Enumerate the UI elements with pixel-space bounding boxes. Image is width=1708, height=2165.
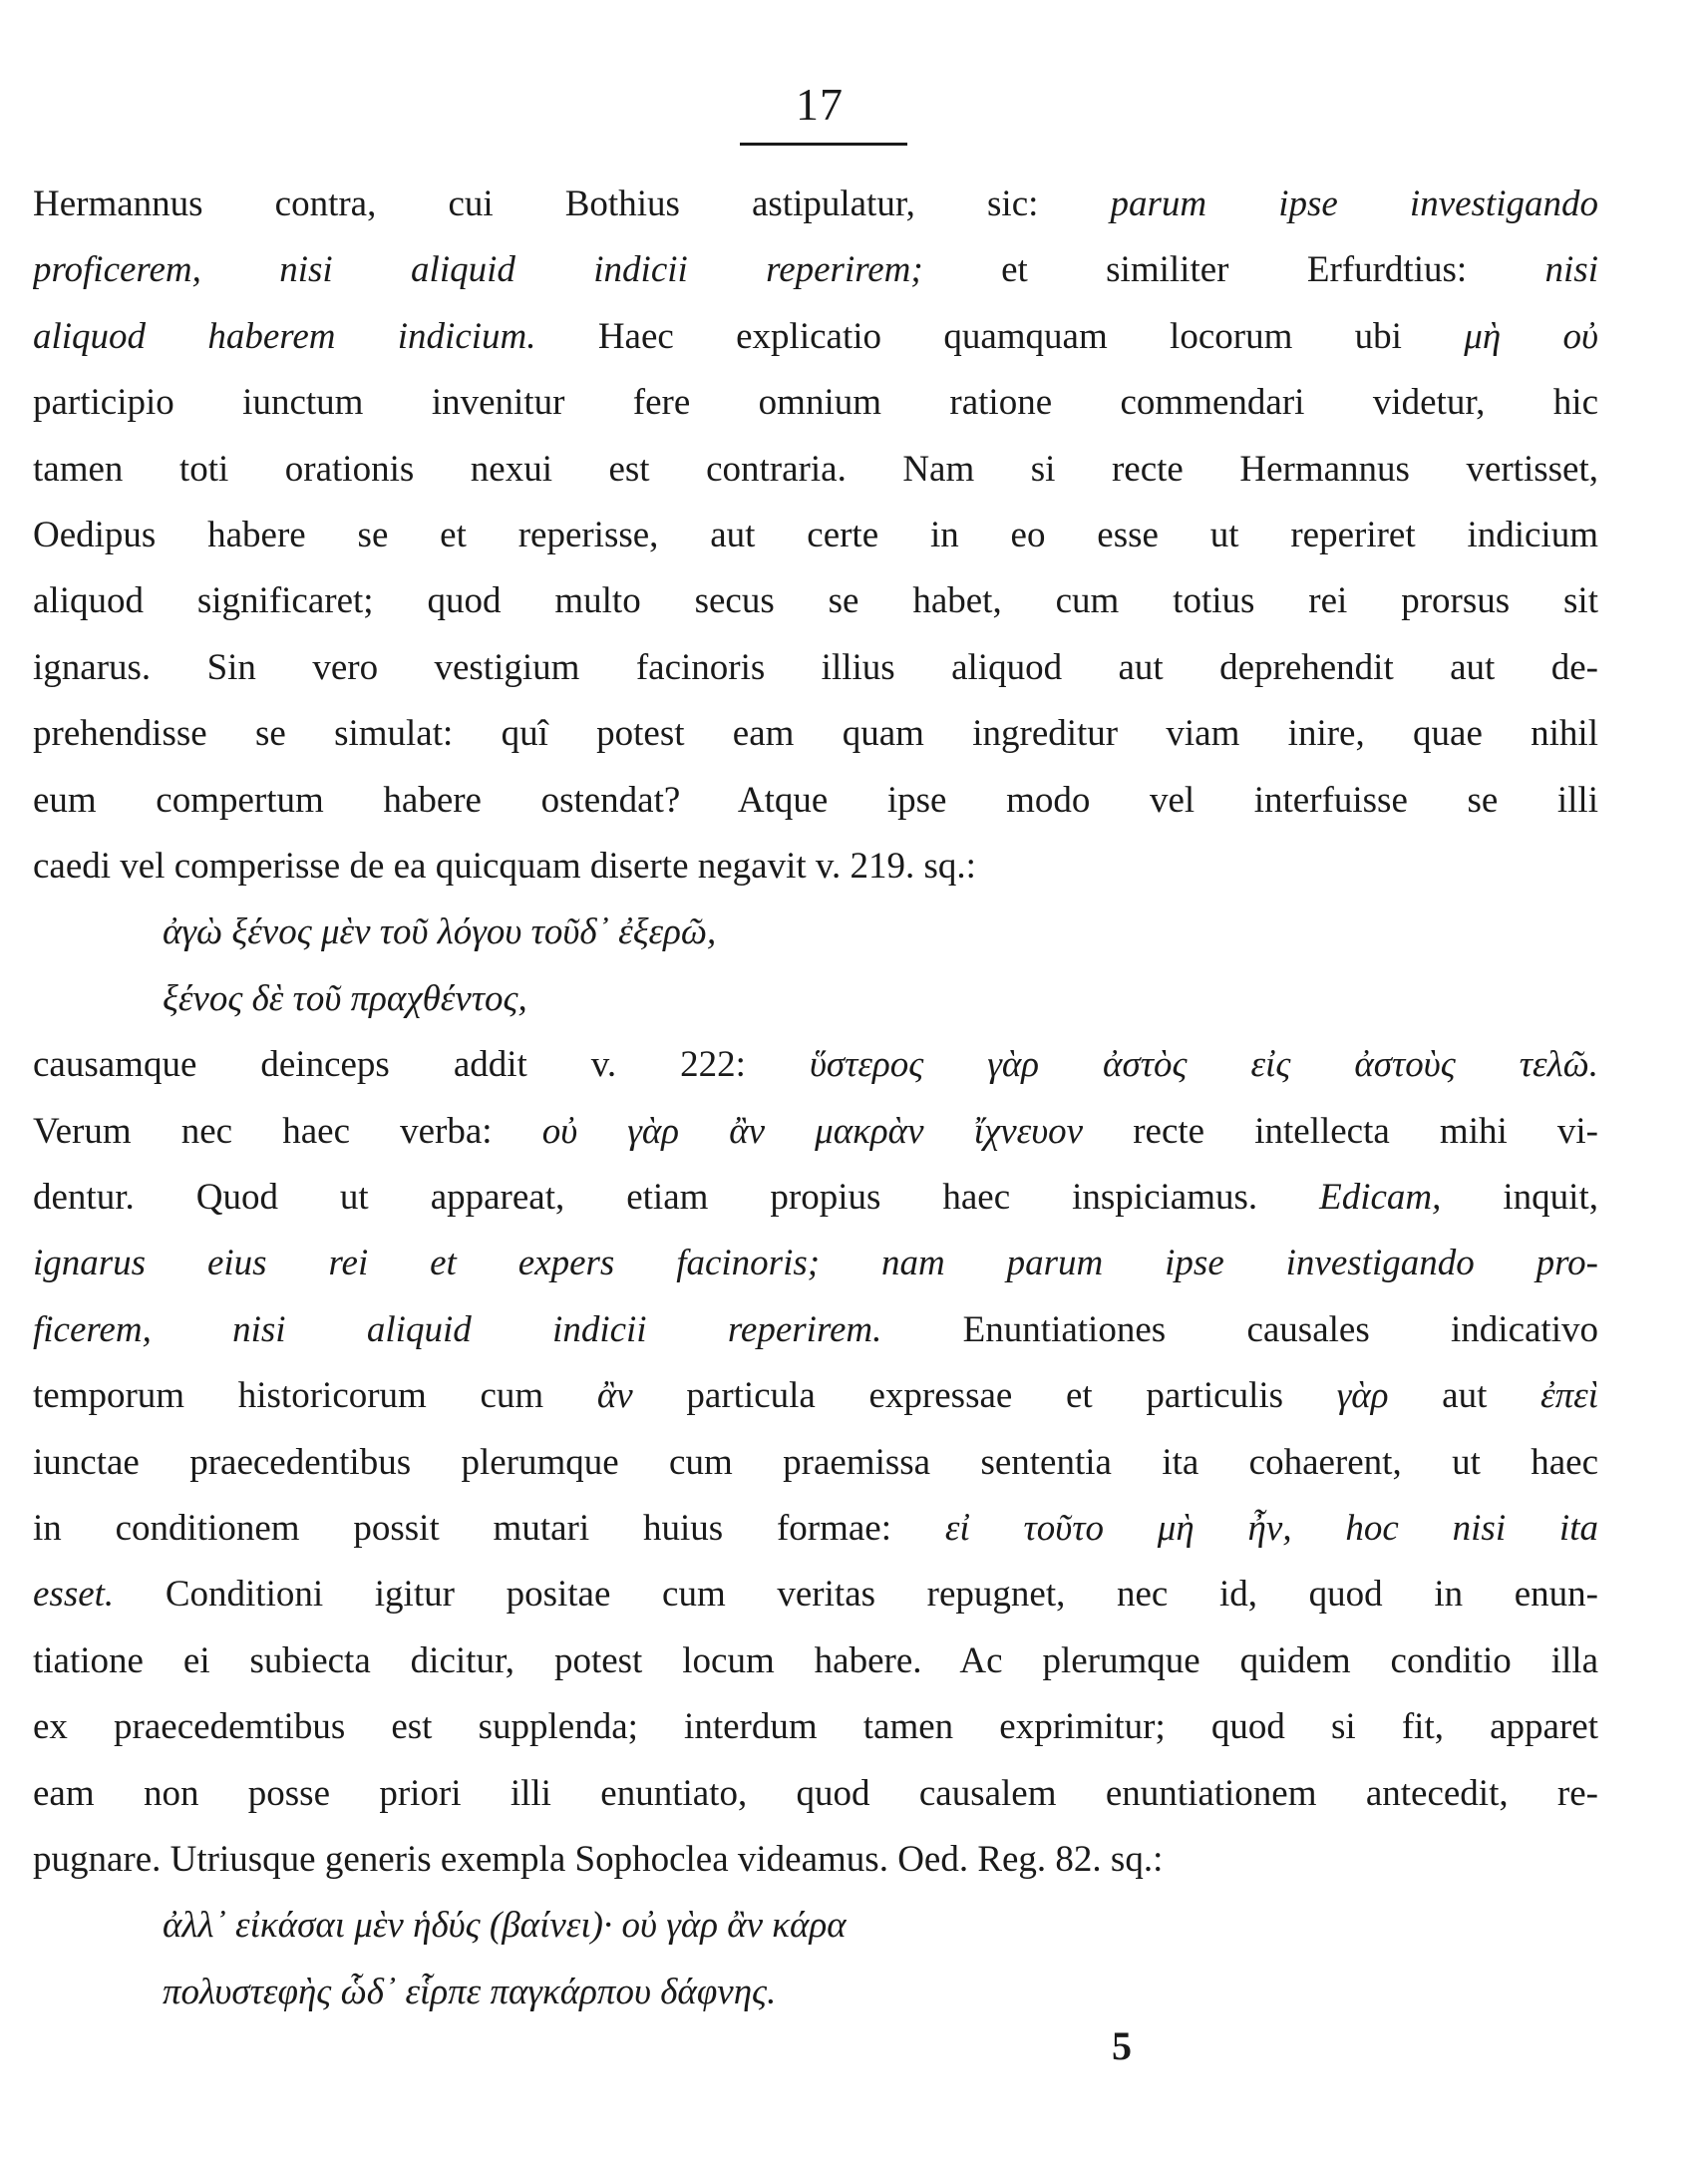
italic-segment: οὐ γὰρ ἂν μακρὰν ἴχνευον bbox=[541, 1111, 1084, 1152]
text-segment: inquit, bbox=[1441, 1177, 1598, 1218]
text-segment: Verum nec haec verba: bbox=[33, 1111, 542, 1152]
italic-segment: ξένος δὲ τοῦ πραχθέντος, bbox=[163, 978, 527, 1019]
italic-segment: nisi bbox=[1544, 249, 1598, 290]
text-segment: caedi vel comperisse de ea quicquam diserte negavit v. 219. sq.: bbox=[33, 846, 976, 887]
text-segment: in conditionem possit mutari huius formae: bbox=[33, 1508, 945, 1549]
italic-segment: ἐπεὶ bbox=[1540, 1375, 1598, 1416]
text-line bbox=[33, 1032, 1598, 1098]
text-line bbox=[33, 503, 1598, 568]
italic-segment: ficerem, nisi aliquid indicii reperirem. bbox=[33, 1309, 882, 1350]
italic-segment: ἀλλ᾽ εἰκάσαι μὲν ἡδύς (βαίνει)· οὐ γὰρ ἂν κάρα bbox=[163, 1905, 847, 1946]
text-line bbox=[33, 1363, 1598, 1429]
text-segment: pugnare. Utriusque generis exempla Sophoclea videamus. Oed. Reg. 82. sq.: bbox=[33, 1839, 1164, 1880]
text-segment: dentur. Quod ut appareat, etiam propius haec inspiciamus. bbox=[33, 1177, 1320, 1218]
text-line bbox=[33, 370, 1598, 436]
italic-segment: proficerem, nisi aliquid indicii reperirem; bbox=[33, 249, 923, 290]
italic-segment: ignarus eius rei et expers facinoris; nam parum ipse investigando pro- bbox=[33, 1243, 1598, 1283]
italic-segment: ἂν bbox=[596, 1375, 633, 1416]
text-segment: aliquod significaret; quod multo secus se habet, cum totius rei prorsus sit bbox=[33, 580, 1598, 621]
text-line bbox=[33, 568, 1598, 634]
text-segment: participio iunctum invenitur fere omnium ratione commendari videtur, hic bbox=[33, 382, 1598, 423]
text-line bbox=[33, 1099, 1598, 1165]
italic-segment: esset. bbox=[33, 1574, 115, 1615]
verse-line bbox=[163, 1893, 847, 1959]
text-line bbox=[33, 834, 1598, 900]
text-segment: recte intellecta mihi vi- bbox=[1083, 1111, 1598, 1152]
text-segment: ignarus. Sin vero vestigium facinoris illius aliquod aut deprehendit aut de- bbox=[33, 647, 1598, 688]
text-line bbox=[33, 172, 1598, 237]
signature-mark: 5 bbox=[1112, 2023, 1132, 2068]
text-line bbox=[33, 1496, 1598, 1562]
verse-line bbox=[163, 966, 527, 1032]
text-line bbox=[33, 1297, 1598, 1363]
text-line bbox=[33, 1827, 1598, 1893]
italic-segment: ἀγὼ ξένος μὲν τοῦ λόγου τοῦδ᾽ ἐξερῶ, bbox=[163, 911, 717, 952]
text-segment: tiatione ei subiecta dicitur, potest locum habere. Ac plerumque quidem conditio illa bbox=[33, 1640, 1598, 1681]
text-line bbox=[33, 1761, 1598, 1827]
text-line bbox=[33, 237, 1598, 303]
italic-segment: πολυστεφὴς ὧδ᾽ εἷρπε παγκάρπου δάφνης. bbox=[163, 1972, 777, 2012]
text-segment: temporum historicorum cum bbox=[33, 1375, 597, 1416]
verse-line bbox=[163, 900, 716, 965]
text-segment: Haec explicatio quamquam locorum ubi bbox=[535, 316, 1465, 357]
text-segment: particula expressae et particulis bbox=[632, 1375, 1337, 1416]
italic-segment: μὴ οὐ bbox=[1464, 316, 1598, 357]
text-line bbox=[33, 635, 1598, 701]
text-segment: eam non posse priori illi enuntiato, quod causalem enuntiationem antecedit, re- bbox=[33, 1773, 1598, 1814]
text-segment: Enuntiationes causales indicativo bbox=[881, 1309, 1598, 1350]
text-line bbox=[33, 1430, 1598, 1496]
text-line bbox=[33, 1165, 1598, 1231]
text-line bbox=[33, 1628, 1598, 1694]
text-segment: Conditioni igitur positae cum veritas repugnet, nec id, quod in enun- bbox=[114, 1574, 1598, 1615]
header-rule bbox=[740, 143, 907, 146]
text-segment: aut bbox=[1388, 1375, 1541, 1416]
page-number: 17 bbox=[796, 79, 844, 130]
text-segment: eum compertum habere ostendat? Atque ipse modo vel interfuisse se illi bbox=[33, 780, 1598, 821]
text-line bbox=[33, 1231, 1598, 1296]
text-line bbox=[33, 768, 1598, 834]
text-line bbox=[33, 437, 1598, 503]
text-segment: iunctae praecedentibus plerumque cum praemissa sententia ita cohaerent, ut haec bbox=[33, 1442, 1598, 1483]
italic-segment: aliquod haberem indicium. bbox=[33, 316, 536, 357]
text-line bbox=[33, 304, 1598, 370]
text-segment: ex praecedemtibus est supplenda; interdum tamen exprimitur; quod si fit, apparet bbox=[33, 1706, 1598, 1747]
text-line bbox=[33, 1562, 1598, 1627]
italic-segment: Edicam, bbox=[1319, 1177, 1442, 1218]
text-segment: causamque deinceps addit v. 222: bbox=[33, 1044, 810, 1085]
text-segment: Oedipus habere se et reperisse, aut certe in eo esse ut reperiret indicium bbox=[33, 515, 1598, 555]
text-segment: tamen toti orationis nexui est contraria. Nam si recte Hermannus vertisset, bbox=[33, 449, 1598, 490]
italic-segment: εἰ τοῦτο μὴ ἦν, hoc nisi ita bbox=[944, 1508, 1598, 1549]
italic-segment: γὰρ bbox=[1336, 1375, 1389, 1416]
text-segment: prehendisse se simulat: quî potest eam quam ingreditur viam inire, quae nihil bbox=[33, 713, 1598, 754]
text-line bbox=[33, 701, 1598, 767]
italic-segment: ὕστερος γὰρ ἀστὸς εἰς ἀστοὺς τελῶ. bbox=[809, 1044, 1598, 1085]
text-segment: Hermannus contra, cui Bothius astipulatur, sic: bbox=[33, 183, 1111, 224]
text-line bbox=[33, 1694, 1598, 1760]
italic-segment: parum ipse investigando bbox=[1110, 183, 1598, 224]
text-segment: et similiter Erfurdtius: bbox=[922, 249, 1545, 290]
verse-line bbox=[163, 1960, 776, 2025]
